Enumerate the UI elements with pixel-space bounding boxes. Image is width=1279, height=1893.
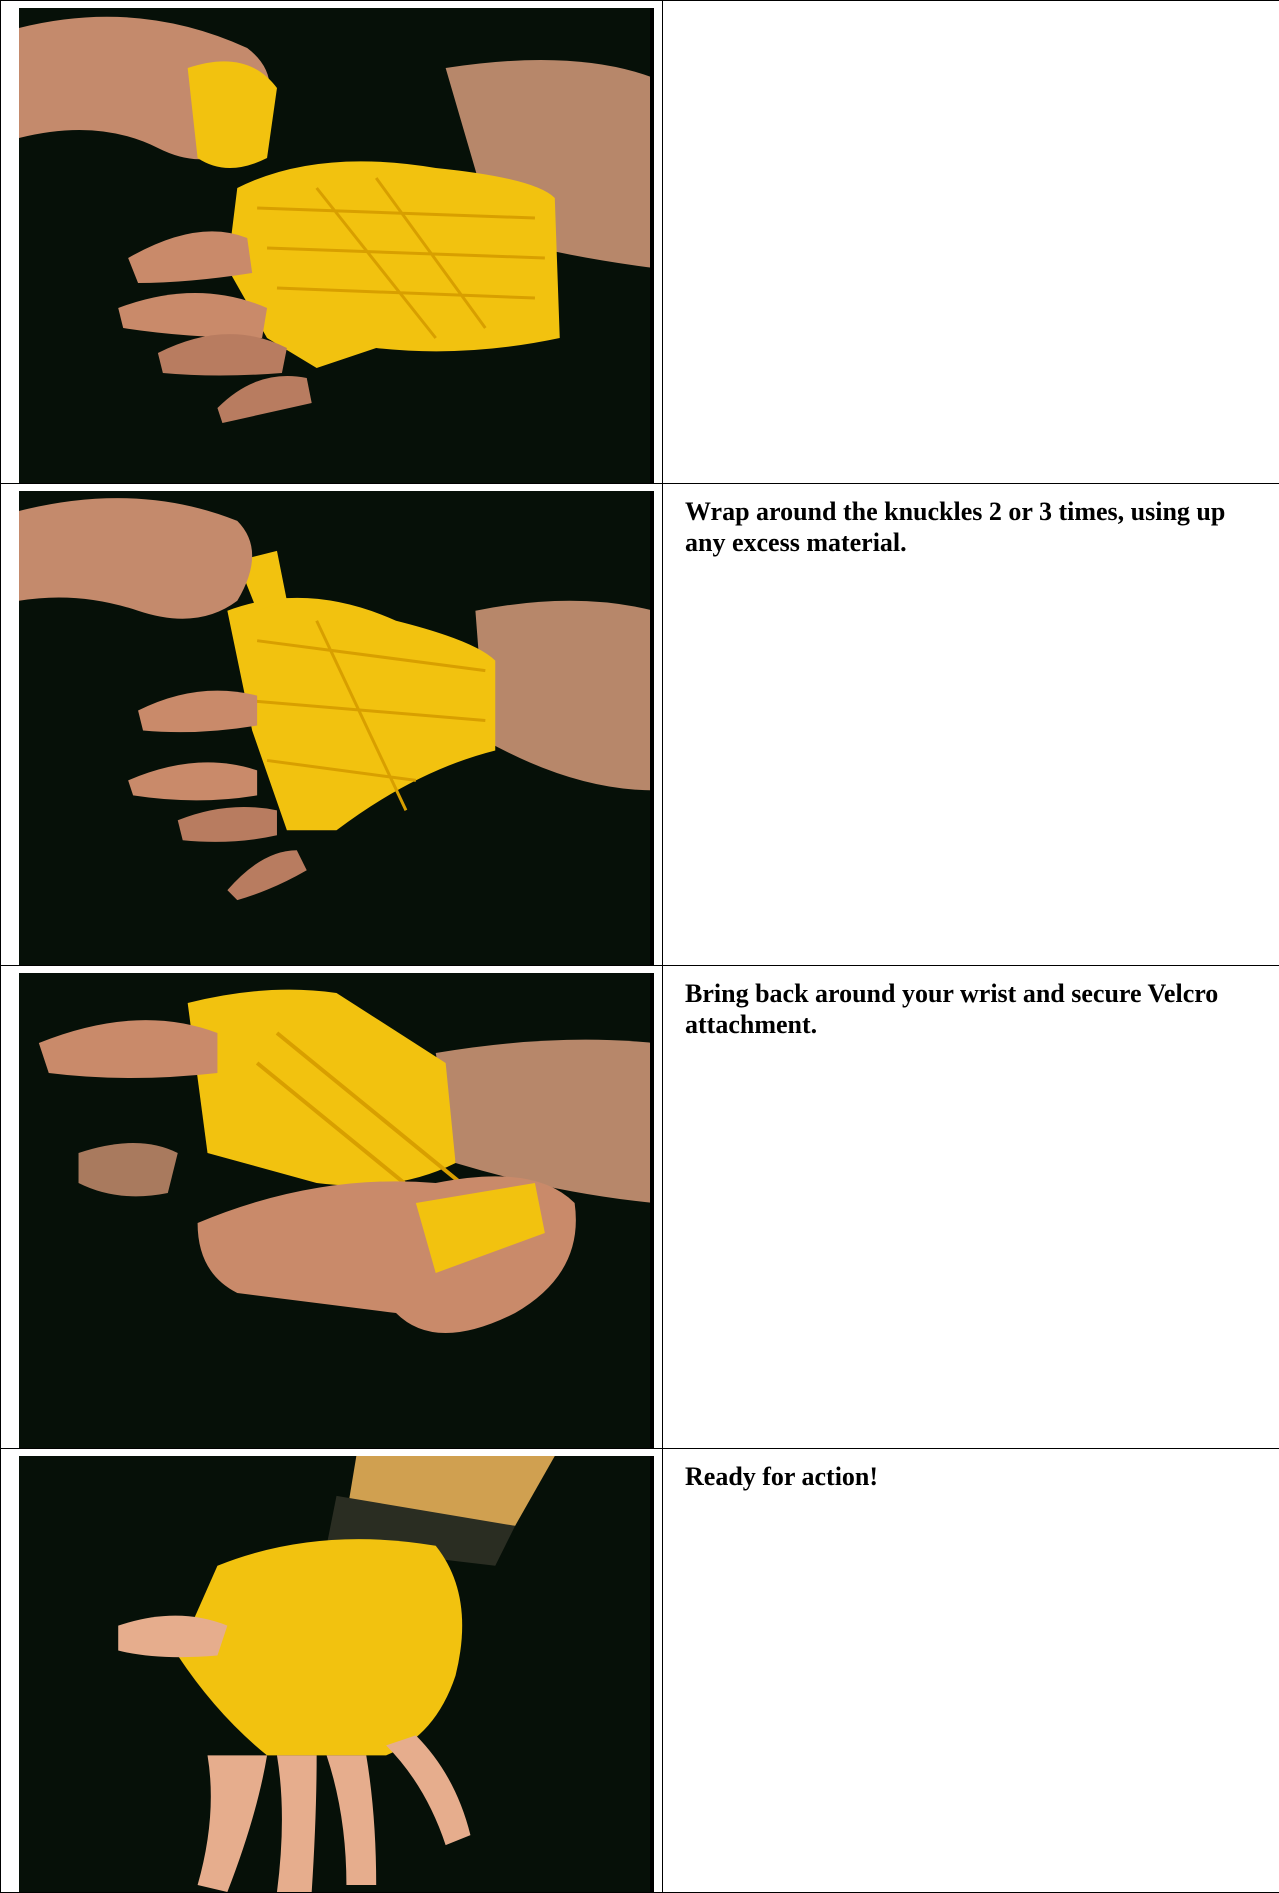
step-row-1 xyxy=(1,1,1279,484)
step-row-4 xyxy=(1,1449,1279,1893)
step-3-caption: Bring back around your wrist and secure Velcro attachment. xyxy=(685,978,1269,1040)
step-1-text-cell xyxy=(663,1,1279,484)
hand-wrap-step-photo xyxy=(19,8,654,483)
step-3-image-cell xyxy=(1,966,663,1449)
step-row-3 xyxy=(1,966,1279,1449)
step-4-image-cell xyxy=(1,1449,663,1893)
step-2-caption: Wrap around the knuckles 2 or 3 times, using up any excess material. xyxy=(685,496,1269,558)
hand-wrap-velcro-photo xyxy=(19,973,654,1448)
step-4-text-cell xyxy=(663,1449,1279,1893)
step-row-2 xyxy=(1,484,1279,966)
step-1-image-cell xyxy=(1,1,663,484)
step-4-caption: Ready for action! xyxy=(685,1461,1269,1492)
step-3-text-cell xyxy=(663,966,1279,1449)
hand-wrap-knuckles-photo xyxy=(19,491,654,965)
step-2-text-cell xyxy=(663,484,1279,966)
step-2-image-cell xyxy=(1,484,663,966)
wrapped-hand-finished-photo xyxy=(19,1456,654,1892)
